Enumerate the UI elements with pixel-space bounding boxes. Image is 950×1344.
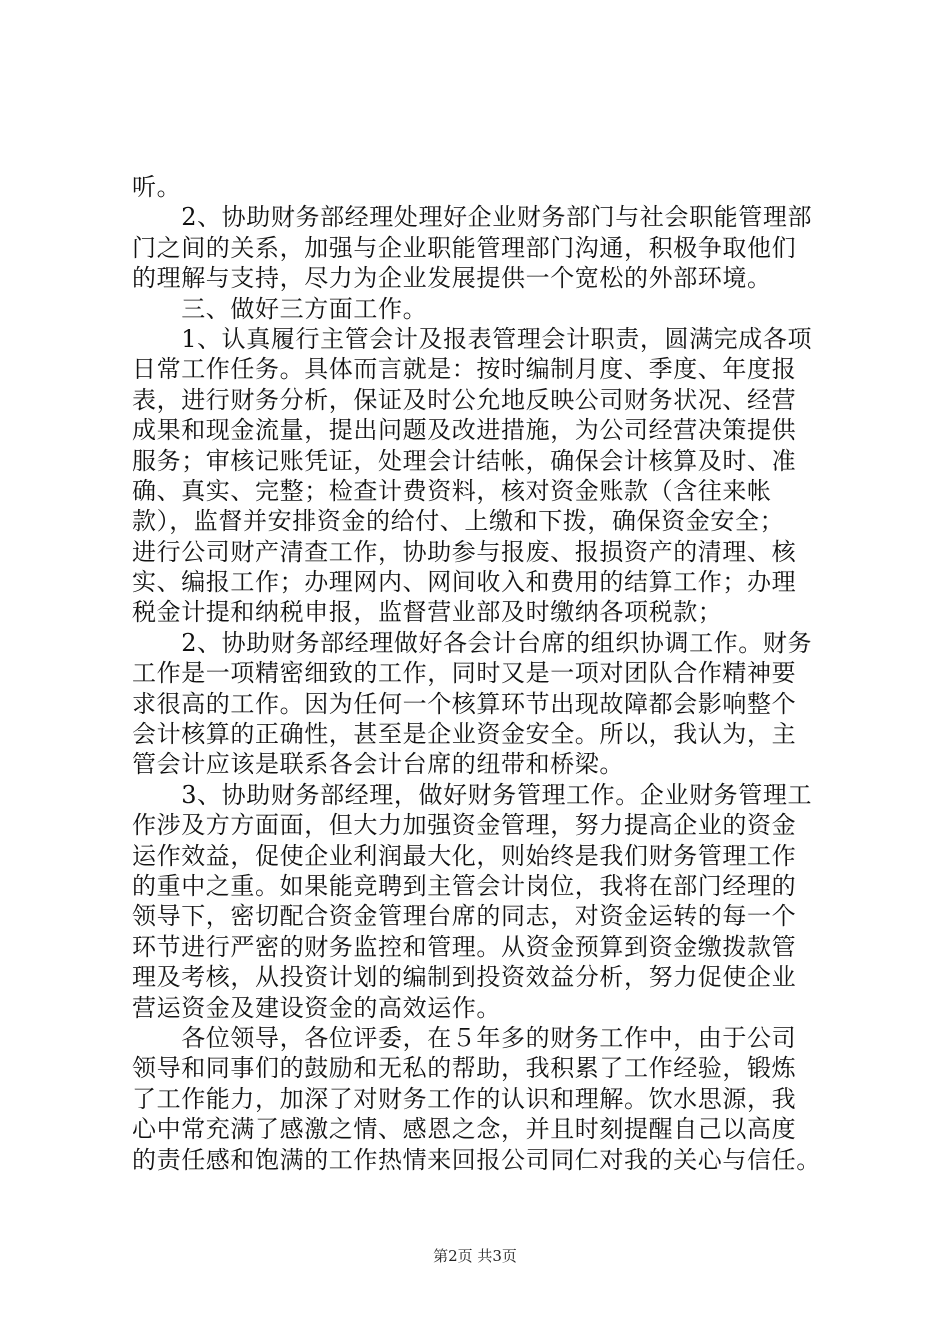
text-line: 理及考核，从投资计划的编制到投资效益分析，努力促使企业 [132, 963, 797, 992]
text-line: 实、编报工作；办理网内、网间收入和费用的结算工作；办理 [132, 568, 797, 597]
text-line: 1、认真履行主管会计及报表管理会计职责，圆满完成各项 [132, 324, 813, 353]
text-line: 听。 [132, 173, 182, 201]
text-line: 确、真实、完整；检查计费资料，核对资金账款（含往来帐 [132, 476, 772, 505]
text-line: 心中常充满了感激之情、感恩之念，并且时刻提醒自己以高度 [132, 1115, 797, 1144]
text-line: 税金计提和纳税申报，监督营业部及时缴纳各项税款； [132, 598, 723, 627]
text-line: 工作是一项精密细致的工作，同时又是一项对团队合作精神要 [132, 659, 797, 688]
text-line: 表，进行财务分析，保证及时公允地反映公司财务状况、经营 [132, 385, 797, 414]
text-line: 成果和现金流量，提出问题及改进措施，为公司经营决策提供 [132, 416, 797, 445]
text-line: 领导和同事们的鼓励和无私的帮助，我积累了工作经验，锻炼 [132, 1054, 797, 1083]
text-line: 进行公司财产清查工作，协助参与报废、报损资产的清理、核 [132, 537, 797, 566]
text-line: 各位领导，各位评委，在５年多的财务工作中，由于公司 [132, 1023, 797, 1052]
text-line: 的重中之重。如果能竞聘到主管会计岗位，我将在部门经理的 [132, 871, 797, 900]
text-line: 的理解与支持，尽力为企业发展提供一个宽松的外部环境。 [132, 264, 772, 293]
text-line: 的责任感和饱满的工作热情来回报公司同仁对我的关心与信任。 [132, 1145, 821, 1174]
text-line: 门之间的关系，加强与企业职能管理部门沟通，积极争取他们 [132, 233, 797, 262]
text-line: 了工作能力，加深了对财务工作的认识和理解。饮水思源，我 [132, 1084, 797, 1113]
text-line: 环节进行严密的财务监控和管理。从资金预算到资金缴拨款管 [132, 932, 797, 961]
section-heading: 三、做好三方面工作。 [132, 294, 428, 323]
text-line: 运作效益，促使企业利润最大化，则始终是我们财务管理工作 [132, 841, 797, 870]
text-line: 2、协助财务部经理做好各会计台席的组织协调工作。财务 [132, 628, 813, 657]
text-line: 会计核算的正确性，甚至是企业资金安全。所以，我认为，主 [132, 720, 797, 749]
text-line: 款），监督并安排资金的给付、上缴和下拨，确保资金安全； [132, 507, 785, 536]
text-line: 日常工作任务。具体而言就是：按时编制月度、季度、年度报 [132, 355, 797, 384]
text-line: 领导下，密切配合资金管理台席的同志，对资金运转的每一个 [132, 902, 797, 931]
text-line: 作涉及方方面面，但大力加强资金管理，努力提高企业的资金 [132, 811, 797, 840]
text-line: 营运资金及建设资金的高效运作。 [132, 993, 501, 1022]
text-line: 服务；审核记账凭证，处理会计结帐，确保会计核算及时、准 [132, 446, 797, 475]
text-line: 管会计应该是联系各会计台席的纽带和桥梁。 [132, 750, 624, 779]
page-number: 第2页 共3页 [433, 1247, 517, 1265]
text-line: 求很高的工作。因为任何一个核算环节出现故障都会影响整个 [132, 689, 797, 718]
document-body [132, 172, 832, 1175]
text-line: 3、协助财务部经理，做好财务管理工作。企业财务管理工 [132, 780, 813, 809]
text-line: 2、协助财务部经理处理好企业财务部门与社会职能管理部 [132, 203, 813, 232]
